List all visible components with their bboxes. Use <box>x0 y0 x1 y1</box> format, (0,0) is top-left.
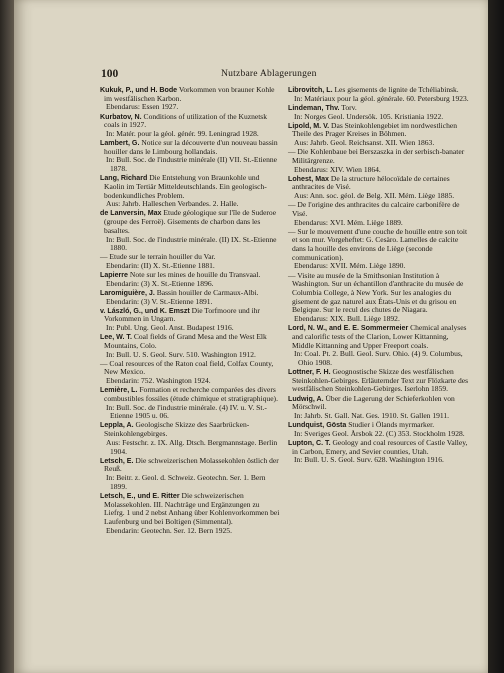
entry-title-line <box>100 358 281 377</box>
entry-title: Chemical analyses and calorific tests of the Clarion, Lower Kittanning, Middle Kittanning and Upper Freeport coals. <box>292 323 467 350</box>
entry-author: Lipold, M. V. <box>288 121 330 130</box>
entry-title: Das Steinkohlengebiet im nordwestlichen Theile des Prager Kreises in Böhmen. <box>292 120 457 139</box>
entry-title-line <box>288 367 469 394</box>
entry-title: Über die Lagerung der Schieferkohlen von Mörschwil. <box>292 393 455 412</box>
entry-author: Lemière, L. <box>100 386 138 395</box>
entry-source: Ebendarin: (3) X. St.-Etienne 1896. <box>106 278 214 288</box>
entry-author: Lundquist, Gösta <box>288 421 347 430</box>
entry-source: Ebendarin: (II) X. St.-Etienne 1881. <box>106 261 215 271</box>
entry-title-line <box>100 208 281 235</box>
entry-title: Conditions of utilization of the Kuznetsk coals in 1927. <box>104 111 268 130</box>
entry-author: Lindeman, Thv. <box>288 103 340 112</box>
entry-author: Lambert, G. <box>100 139 140 147</box>
bibliography-entry <box>100 174 281 209</box>
entry-title-line <box>100 490 281 527</box>
entry-title: Geognostische Skizze des westfälischen Steinkohlen-Gebirges. Erläuternder Text zur Flözkarte des westfälischen Steinkohlen-Gebirges. Iserlohn 1859. <box>292 367 469 394</box>
bibliography-entry <box>288 272 469 324</box>
right-column <box>288 86 469 465</box>
bibliography-entry <box>100 86 281 112</box>
entry-source: Ebendarus: XIV. Wien 1864. <box>294 164 381 174</box>
entry-title: Vorkommen von brauner Kohle im westfälischen Karbon. <box>104 85 275 103</box>
entry-title: — Etude sur le terrain houiller du Var. <box>100 252 216 262</box>
entry-title-line <box>288 173 469 192</box>
entry-title: Die schweizerischen Molassekohlen östlich der Reuß. <box>104 455 279 474</box>
entry-source: In: Coal. Pt. 2. Bull. Geol. Surv. Ohio. (4) 9. Columbus, Ohio 1908. <box>294 349 463 367</box>
entry-source: Ebendarin: Geotechn. Ser. 12. Bern 1925. <box>106 525 232 535</box>
entry-author: v. László, G., und K. Emszt <box>100 306 190 315</box>
bibliography-entry <box>288 175 469 201</box>
entry-author: Lord, N. W., and E. E. Sommermeier <box>288 324 409 333</box>
bibliography-entry <box>100 421 281 456</box>
bibliography-entry <box>100 333 281 359</box>
entry-author: Kukuk, P., und H. Bode <box>100 86 178 94</box>
entry-title: Bassin houiller de Carmaux-Albi. <box>156 287 259 297</box>
bibliography-entry <box>100 457 281 492</box>
entry-author: Lohest, Max <box>288 174 329 183</box>
bibliography-entry <box>100 253 281 270</box>
entry-title-line <box>288 270 469 316</box>
entry-title-line <box>288 437 469 456</box>
entry-source: Ebendarin: 752. Washington 1924. <box>106 376 211 386</box>
entry-author: Lee, W. T. <box>100 333 132 342</box>
entry-title-line <box>100 85 281 103</box>
entry-title-line <box>100 332 281 350</box>
entry-source: Ebendarus: Essen 1927. <box>106 102 179 112</box>
left-column <box>100 86 281 536</box>
entry-title-line <box>288 226 469 263</box>
entry-title: — De l'origine des anthracites du calcaire carbonifère de Visé. <box>288 200 460 218</box>
bibliography-entry <box>100 360 281 386</box>
entry-source: In: Sveriges Geol. Årsbok 22. (C) 353. Stockholm 1928. <box>294 428 465 438</box>
bibliography-entry <box>288 368 469 394</box>
entry-source: Aus: Jahrb. Geol. Reichsanst. XII. Wien 1863. <box>294 138 435 147</box>
entry-title: Coal fields of Grand Mesa and the West Elk Mountains, Colo. <box>104 332 267 350</box>
entry-author: Lang, Richard <box>100 174 148 183</box>
page-number: 100 <box>101 68 119 80</box>
bibliography-entry <box>100 307 281 333</box>
bibliography-entry <box>288 421 469 438</box>
bibliography-entry <box>100 209 281 253</box>
entry-source: In: Bull. Soc. de l'industrie minérale (II) VII. St.-Etienne 1878. <box>106 155 277 174</box>
entry-title-line <box>288 323 469 350</box>
entry-title: — Die Kohlenbaue bei Berszaszka in der serbisch-banater Militärgrenze. <box>288 147 465 165</box>
entry-title: Torv. <box>341 102 357 112</box>
entry-title: Geology and coal resources of Castle Valley, in Carbon, Emery, and Sevier counties, Utah. <box>292 437 468 456</box>
entry-source: In: Bull. U. S. Geol. Surv. 510. Washington 1912. <box>106 349 256 359</box>
bibliography-entry <box>288 148 469 174</box>
entry-author: Laromiguière, J. <box>100 288 155 297</box>
entry-source: In: Bull. Soc. de l'industrie minérale. (II) IX. St.-Etienne 1880. <box>106 234 277 253</box>
bibliography-entry <box>288 122 469 148</box>
entry-author: Lupton, C. T. <box>288 438 331 447</box>
entry-source: Ebendarus: XIX. Bull. Liège 1892. <box>294 314 400 324</box>
entry-source: Aus: Jahrb. Halleschen Verbandes. 2. Halle. <box>106 199 239 209</box>
entry-source: Aus: Festschr. z. IX. Allg. Dtsch. Bergmannstage. Berlin 1904. <box>106 437 278 456</box>
entry-author: Leppla, A. <box>100 421 134 430</box>
bibliography-entry <box>100 113 281 139</box>
entry-title-line <box>288 200 469 218</box>
entry-author: Kurbatov, N. <box>100 112 142 121</box>
entry-source: Ebendarus: XVII. Mém. Liège 1890. <box>294 261 406 271</box>
entry-title: Formation et recherche comparées des divers combustibles fossiles (étude chimique et stratigraphique). <box>104 385 278 403</box>
page-header <box>101 68 471 84</box>
entry-author: Lottner, F. H. <box>288 368 331 377</box>
bibliography-entry <box>100 492 281 536</box>
bibliography-entry <box>100 139 281 174</box>
bibliography-entry <box>288 86 469 103</box>
running-title: Nutzbare Ablagerungen <box>221 68 317 79</box>
bibliography-entry <box>100 271 281 288</box>
entry-source: In: Bull. Soc. de l'industrie minérale. (4) IV. u. V. St.-Etienne 1905 u. 06. <box>106 402 267 421</box>
bibliography-entry <box>288 228 469 272</box>
entry-author: Lapierre <box>100 271 128 280</box>
bibliography-entry <box>288 439 469 465</box>
entry-title: Geologische Skizze des Saarbrücken-Steinkohlengebirges. <box>104 420 250 439</box>
entry-source: Ebendarus: XVI. Mém. Liège 1889. <box>294 217 403 227</box>
entry-title: Les gisements de lignite de Tchéliabinsk. <box>334 85 459 94</box>
entry-title: De la structure hélocoïdale de certaines anthracites de Visé. <box>292 173 450 192</box>
entry-title: — Coal resources of the Raton coal field, Colfax County, New Mexico. <box>100 358 274 377</box>
entry-title-line <box>288 393 469 412</box>
bibliography-entry <box>100 289 281 306</box>
entry-title-line <box>100 420 281 439</box>
entry-title-line <box>100 138 281 156</box>
entry-source: In: Jahrb. St. Gall. Nat. Ges. 1910. St. Gallen 1911. <box>294 410 450 420</box>
entry-source: In: Beitr. z. Geol. d. Schweiz. Geotechn. Ser. 1. Bern 1899. <box>106 473 266 491</box>
entry-source: Ebendarin: (3) V. St.-Etienne 1891. <box>106 296 213 306</box>
entry-source: In: Bull. U. S. Geol. Surv. 628. Washington 1916. <box>294 455 444 465</box>
entry-title-line <box>288 147 469 165</box>
bibliography-entry <box>288 201 469 227</box>
entry-source: In: Matér. pour la géol. génér. 99. Leningrad 1928. <box>106 128 259 138</box>
entry-title-line <box>100 305 281 324</box>
entry-source: In: Publ. Ung. Geol. Anst. Budapest 1916. <box>106 323 234 333</box>
entry-title: Die Entstehung von Braunkohle und Kaolin im Tertiär Mitteldeutschlands. Ein geologisch-bodenkundliches Problem. <box>104 173 267 200</box>
entry-title: Note sur les mines de houille du Transvaal. <box>129 270 261 280</box>
entry-author: Librovitch, L. <box>288 86 333 94</box>
entry-title: Notice sur la découverte d'un nouveau bassin houiller dans le Limbourg hollandais. <box>104 138 278 156</box>
entry-title: — Sur le mouvement d'une couche de houille entre son toit et son mur. Vorgeheftet: G. Cesàro. Lamelles de calcite dans la houille des environs de Liège (seconde communication). <box>288 226 468 262</box>
entry-source: In: Norges Geol. Undersök. 105. Kristiania 1922. <box>294 111 444 121</box>
entry-author: Letsch, E. <box>100 456 134 465</box>
entry-title-line <box>100 455 281 474</box>
entry-title: — Visite au musée de la Smithsonian Institution à Washington. Sur un échantillon d'anthracite du musée de Columbia College, à New York. Sur les analogies du gisement de gaz naturel aux États-Unis et du grisou en Belgique. Sur le recul des chutes de Niagara. <box>288 270 464 315</box>
bibliography-entry <box>100 386 281 421</box>
entry-title: Etude géologique sur l'île de Suderoe (groupe des Ferroë). Gisements de charbon dans les basaltes. <box>104 208 277 235</box>
entry-title: Die schweizerischen Molassekohlen. III. Nachträge und Ergänzungen zu Liefrg. 1 und 2 nebst Anhang über Kohlenvorkommen bei Laufenburg und bei Boltigen (Simmental). <box>104 490 280 526</box>
entry-source: In: Matériaux pour la géol. générale. 60. Petersburg 1923. <box>294 93 469 103</box>
bibliography-entry <box>288 104 469 121</box>
bibliography-entry <box>288 324 469 368</box>
page-edge-shadow <box>488 0 504 673</box>
entry-title-line <box>100 111 281 130</box>
entry-author: Ludwig, A. <box>288 394 324 403</box>
entry-title-line <box>288 120 469 139</box>
entry-source: Aus: Ann. soc. géol. de Belg. XII. Mém. Liège 1885. <box>294 191 455 200</box>
entry-title: Studier i Ölands myrmarker. <box>348 420 435 430</box>
entry-author: Letsch, E., und E. Ritter <box>100 491 180 500</box>
entry-title-line <box>100 173 281 200</box>
entry-title: Die Torfmoore und ihr Vorkommen in Ungarn. <box>104 305 260 324</box>
bibliography-entry <box>288 395 469 421</box>
entry-title-line <box>100 385 281 403</box>
entry-author: de Lanversin, Max <box>100 209 162 218</box>
